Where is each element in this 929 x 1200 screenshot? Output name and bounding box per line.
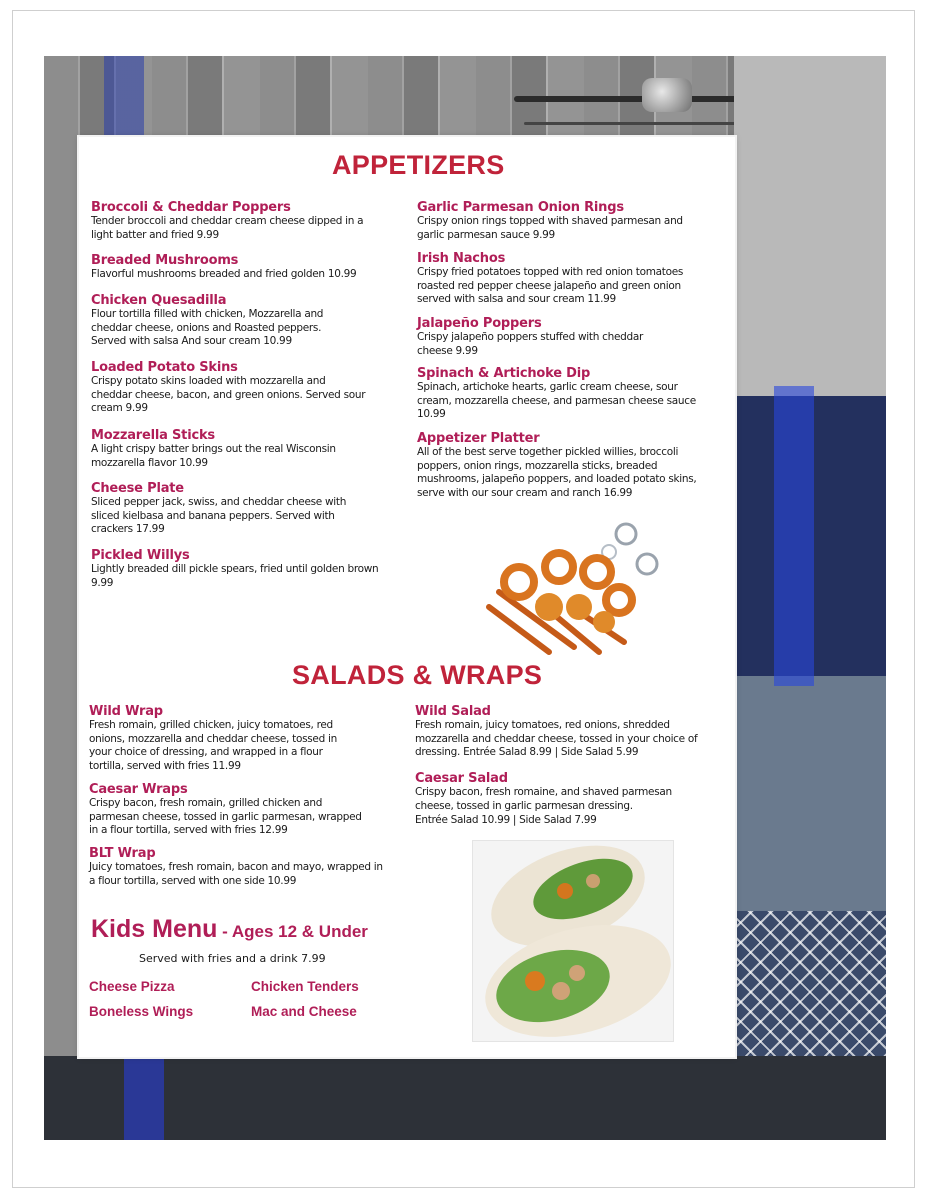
item-description: Crispy fried potatoes topped with red onion tomatoes roasted red pepper cheese jalapeño and green onion served with salsa and sour cream 11.99 bbox=[417, 266, 684, 305]
menu-item bbox=[91, 254, 387, 282]
kids-menu-age: - Ages 12 & Under bbox=[217, 922, 368, 941]
menu-item bbox=[91, 294, 353, 349]
kids-menu-note: Served with fries and a drink 7.99 bbox=[139, 952, 326, 965]
item-description: Crispy jalapeño poppers stuffed with cheddar cheese 9.99 bbox=[417, 331, 643, 357]
item-name: Broccoli & Cheddar Poppers bbox=[91, 200, 291, 215]
menu-item bbox=[89, 705, 351, 773]
footer-band bbox=[44, 1056, 886, 1140]
menu-item bbox=[417, 432, 711, 500]
item-description: A light crispy batter brings out the real Wisconsin mozzarella flavor 10.99 bbox=[91, 443, 336, 469]
item-description: Flavorful mushrooms breaded and fried golden 10.99 bbox=[91, 268, 357, 280]
item-description: Lightly breaded dill pickle spears, fried until golden brown 9.99 bbox=[91, 563, 379, 589]
kids-item: Mac and Cheese bbox=[251, 1004, 357, 1019]
item-description: Tender broccoli and cheddar cream cheese dipped in a light batter and fried 9.99 bbox=[91, 215, 364, 241]
onion-rings-image bbox=[479, 512, 659, 662]
item-name: Irish Nachos bbox=[417, 251, 506, 266]
item-name: Appetizer Platter bbox=[417, 431, 540, 446]
menu-item bbox=[415, 772, 713, 828]
menu-item bbox=[89, 783, 365, 838]
item-description: Sliced pepper jack, swiss, and cheddar cheese with sliced kielbasa and banana peppers. Served with crackers 17.99 bbox=[91, 496, 347, 535]
item-description: Fresh romain, juicy tomatoes, red onions, shredded mozzarella and cheddar cheese, tossed in your choice of dressing. Entrée Salad 8.99 | Side Salad 5.99 bbox=[415, 719, 698, 758]
item-description: Juicy tomatoes, fresh romain, bacon and mayo, wrapped in a flour tortilla, served with one side 10.99 bbox=[89, 861, 383, 887]
item-name: Caesar Wraps bbox=[89, 782, 188, 797]
item-description: Crispy bacon, fresh romain, grilled chicken and parmesan cheese, tossed in garlic parmesan, wrapped in a flour tortilla, served with fries 12.99 bbox=[89, 797, 362, 836]
item-name: Wild Wrap bbox=[89, 704, 163, 719]
appetizers-title: APPETIZERS bbox=[332, 150, 505, 180]
item-name: Spinach & Artichoke Dip bbox=[417, 366, 591, 381]
item-description: All of the best serve together pickled willies, broccoli poppers, onion rings, mozzarella sticks, breaded mushrooms, jalapeño poppers, and loaded potato skins, serve with our sour cream and ranch 16.99 bbox=[417, 446, 697, 499]
menu-item bbox=[417, 367, 707, 422]
menu-paper bbox=[79, 137, 735, 1057]
item-name: Jalapeño Poppers bbox=[417, 316, 542, 331]
menu-item bbox=[91, 429, 367, 470]
item-name: BLT Wrap bbox=[89, 846, 156, 861]
kids-item: Boneless Wings bbox=[89, 1004, 194, 1019]
menu-item bbox=[415, 705, 713, 760]
item-description: Flour tortilla filled with chicken, Mozzarella and cheddar cheese, onions and Roasted peppers. Served with salsa And sour cream 10.99 bbox=[91, 308, 324, 347]
kids-item: Chicken Tenders bbox=[251, 979, 359, 994]
menu-item bbox=[91, 482, 373, 537]
item-name: Chicken Quesadilla bbox=[91, 293, 227, 308]
menu-item bbox=[417, 252, 707, 307]
item-name: Garlic Parmesan Onion Rings bbox=[417, 200, 624, 215]
menu-item bbox=[91, 549, 381, 590]
item-description: Crispy potato skins loaded with mozzarella and cheddar cheese, bacon, and green onions. Served sour cream 9.99 bbox=[91, 375, 366, 414]
item-name: Loaded Potato Skins bbox=[91, 360, 238, 375]
kids-item: Cheese Pizza bbox=[89, 979, 175, 994]
wrap-image bbox=[472, 840, 674, 1042]
kids-menu-title bbox=[91, 915, 368, 944]
item-name: Breaded Mushrooms bbox=[91, 253, 239, 268]
item-description: Spinach, artichoke hearts, garlic cream cheese, sour cream, mozzarella cheese, and parmesan cheese sauce 10.99 bbox=[417, 381, 696, 420]
fishing-net-image bbox=[734, 911, 886, 1056]
kids-menu-heading: Kids Menu bbox=[91, 915, 218, 943]
salads-wraps-title: SALADS & WRAPS bbox=[292, 660, 543, 690]
background-scene bbox=[734, 56, 886, 1140]
item-name: Cheese Plate bbox=[91, 481, 184, 496]
menu-item bbox=[417, 201, 687, 242]
item-description: Fresh romain, grilled chicken, juicy tomatoes, red onions, mozzarella and cheddar cheese, tossed in your choice of dressing, and wrapped in a flour tortilla, served with fries 11.99 bbox=[89, 719, 337, 772]
item-description: Crispy onion rings topped with shaved parmesan and garlic parmesan sauce 9.99 bbox=[417, 215, 683, 241]
menu-item bbox=[91, 361, 367, 416]
item-price: Entrée Salad 10.99 | Side Salad 7.99 bbox=[415, 814, 597, 826]
item-name: Wild Salad bbox=[415, 704, 491, 719]
item-description: Crispy bacon, fresh romaine, and shaved parmesan cheese, tossed in garlic parmesan dressing. bbox=[415, 786, 672, 812]
item-name: Mozzarella Sticks bbox=[91, 428, 215, 443]
menu-item bbox=[91, 201, 387, 242]
menu-item bbox=[89, 847, 389, 888]
menu-item bbox=[417, 317, 679, 358]
fishing-reel-icon bbox=[642, 78, 692, 112]
item-name: Pickled Willys bbox=[91, 548, 190, 563]
blue-stripe bbox=[774, 386, 814, 686]
item-name: Caesar Salad bbox=[415, 771, 508, 786]
